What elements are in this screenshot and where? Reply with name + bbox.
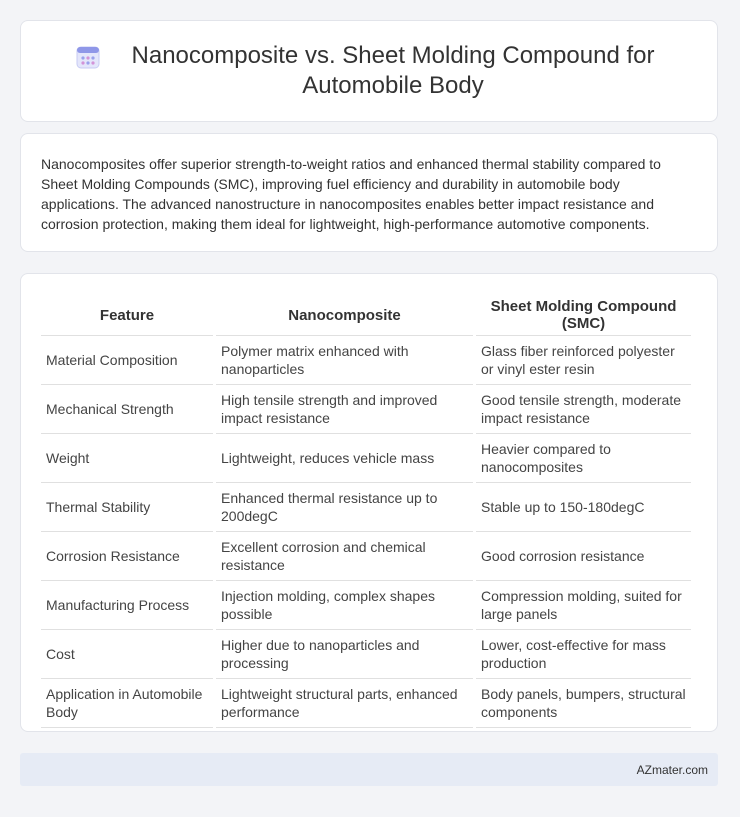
table-row bbox=[41, 483, 691, 532]
feature-cell: Application in Automobile Body bbox=[41, 679, 213, 728]
table-row bbox=[41, 336, 691, 385]
smc-cell: Stable up to 150-180degC bbox=[476, 483, 691, 532]
title-card bbox=[20, 20, 718, 122]
comparison-table bbox=[38, 292, 694, 728]
header-smc: Sheet Molding Compound (SMC) bbox=[476, 292, 691, 336]
table-row bbox=[41, 385, 691, 434]
nanocomposite-cell: Higher due to nanoparticles and processing bbox=[216, 630, 473, 679]
table-header-row bbox=[41, 292, 691, 336]
table-row bbox=[41, 581, 691, 630]
feature-cell: Cost bbox=[41, 630, 213, 679]
header-feature: Feature bbox=[41, 292, 213, 336]
table-row bbox=[41, 532, 691, 581]
table-row bbox=[41, 679, 691, 728]
page-title: Nanocomposite vs. Sheet Molding Compound for Automobile Body bbox=[131, 42, 655, 99]
smc-cell: Glass fiber reinforced polyester or vinyl ester resin bbox=[476, 336, 691, 385]
smc-cell: Compression molding, suited for large panels bbox=[476, 581, 691, 630]
smc-cell: Body panels, bumpers, structural components bbox=[476, 679, 691, 728]
feature-cell: Mechanical Strength bbox=[41, 385, 213, 434]
calendar-icon bbox=[75, 44, 101, 70]
nanocomposite-cell: Injection molding, complex shapes possible bbox=[216, 581, 473, 630]
table-row bbox=[41, 434, 691, 483]
feature-cell: Weight bbox=[41, 434, 213, 483]
feature-cell: Material Composition bbox=[41, 336, 213, 385]
feature-cell: Thermal Stability bbox=[41, 483, 213, 532]
smc-cell: Heavier compared to nanocomposites bbox=[476, 434, 691, 483]
footer bbox=[20, 753, 718, 786]
table-row bbox=[41, 630, 691, 679]
nanocomposite-cell: Lightweight, reduces vehicle mass bbox=[216, 434, 473, 483]
nanocomposite-cell: Excellent corrosion and chemical resistance bbox=[216, 532, 473, 581]
summary-card bbox=[20, 133, 718, 252]
nanocomposite-cell: High tensile strength and improved impact resistance bbox=[216, 385, 473, 434]
smc-cell: Lower, cost-effective for mass production bbox=[476, 630, 691, 679]
feature-cell: Corrosion Resistance bbox=[41, 532, 213, 581]
smc-cell: Good corrosion resistance bbox=[476, 532, 691, 581]
nanocomposite-cell: Lightweight structural parts, enhanced performance bbox=[216, 679, 473, 728]
footer-site-link[interactable]: AZmater.com bbox=[636, 762, 708, 777]
nanocomposite-cell: Polymer matrix enhanced with nanoparticles bbox=[216, 336, 473, 385]
header-nanocomposite: Nanocomposite bbox=[216, 292, 473, 336]
summary-text: Nanocomposites offer superior strength-to-weight ratios and enhanced thermal stability compared to Sheet Molding Compounds (SMC), improving fuel efficiency and durability in automobile body applications. The advanced nanostructure in nanocomposites enables better impact resistance and corrosion protection, making them ideal for lightweight, high-performance automotive components. bbox=[41, 156, 661, 232]
comparison-table-card bbox=[20, 273, 718, 732]
nanocomposite-cell: Enhanced thermal resistance up to 200degC bbox=[216, 483, 473, 532]
feature-cell: Manufacturing Process bbox=[41, 581, 213, 630]
smc-cell: Good tensile strength, moderate impact resistance bbox=[476, 385, 691, 434]
